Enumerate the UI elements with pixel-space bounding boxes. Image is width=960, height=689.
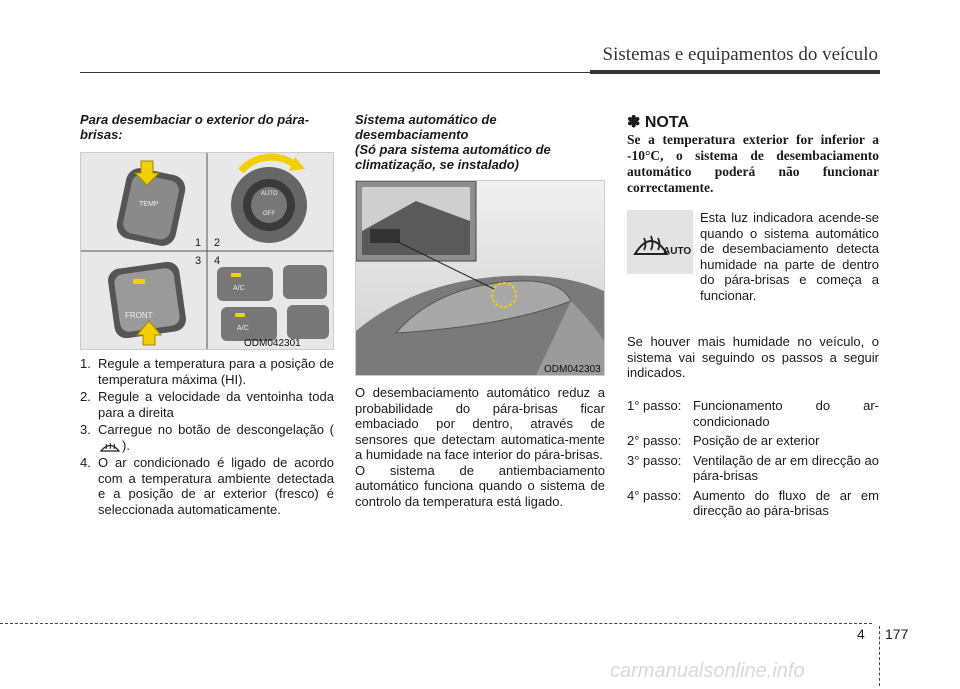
footer-divider (879, 626, 881, 686)
front-defrost-icon (98, 438, 122, 453)
figure-code-1: ODM042301 (244, 338, 301, 349)
auto-defog-indicator (627, 210, 693, 274)
header-rule-thick (590, 70, 880, 74)
auto-defog-text (355, 385, 605, 509)
windshield-illustration (356, 181, 604, 375)
running-header: Sistemas e equipamentos do veículo (602, 44, 878, 65)
footer-rule (0, 623, 872, 625)
paragraph: O sistema de antiembaciamento automático funciona quando o sistema de controlo da temperatura está ligado. (355, 462, 605, 509)
section-heading-auto-defog: Sistema automático de desembaciamento (Só para sistema automático de climatização, se instalado) (355, 112, 551, 172)
list-item: 1. Regule a temperatura para a posição de temperatura máxima (HI). (80, 356, 334, 387)
humidity-paragraph: Se houver mais humidade no veículo, o sistema vai seguindo os passos a seguir indicados. (627, 334, 879, 380)
page-number: 177 (885, 626, 909, 642)
figure-label-2: 2 (214, 237, 221, 249)
figure-label-1: 1 (195, 237, 202, 249)
auto-icon-label: AUTO (663, 246, 692, 257)
chapter-number: 4 (857, 626, 865, 642)
list-item: 2. Regule a velocidade da ventoinha toda para a direita (80, 389, 334, 420)
nota-title: ✽ NOTA (627, 114, 689, 131)
figure-label-ac-1: A/C (233, 285, 245, 292)
figure-label-ac-2: A/C (237, 325, 249, 332)
figure-code-2: ODM042303 (544, 364, 601, 375)
figure-label-3: 3 (195, 255, 202, 267)
list-item: 3. Carregue no botão de descongelação (). (80, 422, 334, 453)
watermark: carmanualsonline.info (610, 660, 805, 682)
paragraph: O desembaciamento automático reduz a probabilidade do pára-brisas ficar embaciado por dentro, através de sensores que detectam automatica-mente a humidade na face interior do pára-brisas. (355, 385, 605, 462)
steps-list-container (80, 356, 334, 519)
list-item: 3° passo: Ventilação de ar em direcção ao pára-brisas (627, 452, 879, 483)
control-panel-illustration (81, 153, 333, 349)
nota-body: Se a temperatura exterior for inferior a -10°C, o sistema de desembaciamento automático poderá não funcionar correctamente. (627, 132, 879, 195)
list-item: 4° passo: Aumento do fluxo de ar em direcção ao pára-brisas (627, 487, 879, 518)
passos-list (627, 398, 879, 523)
list-item: 1° passo: Funcionamento do ar-condicionado (627, 398, 879, 429)
figure-label-temp: TEMP (139, 201, 159, 208)
header-rule-thin (80, 72, 590, 73)
indicator-description: Esta luz indicadora acende-se quando o sistema automático de desembaciamento detecta humidade na parte de dentro do pára-brisas e começa a funcionar. (700, 210, 879, 303)
section-heading-exterior: Para desembaciar o exterior do pára-brisas: (80, 112, 310, 142)
list-item: 4. O ar condicionado é ligado de acordo com a temperatura ambiente detectada e a posição de ar exterior (fresco) é seleccionada automaticamente. (80, 455, 334, 517)
steps-list (80, 356, 334, 517)
auto-defog-icon (627, 210, 693, 274)
figure-label-4: 4 (214, 255, 221, 267)
figure-label-front: FRONT (125, 311, 153, 320)
list-item: 2° passo: Posição de ar exterior (627, 433, 820, 448)
figure-control-panel (80, 152, 334, 350)
figure-label-off: OFF (263, 211, 275, 217)
figure-windshield (355, 180, 605, 376)
figure-label-auto: AUTO (261, 191, 278, 197)
column-1 (80, 112, 334, 142)
